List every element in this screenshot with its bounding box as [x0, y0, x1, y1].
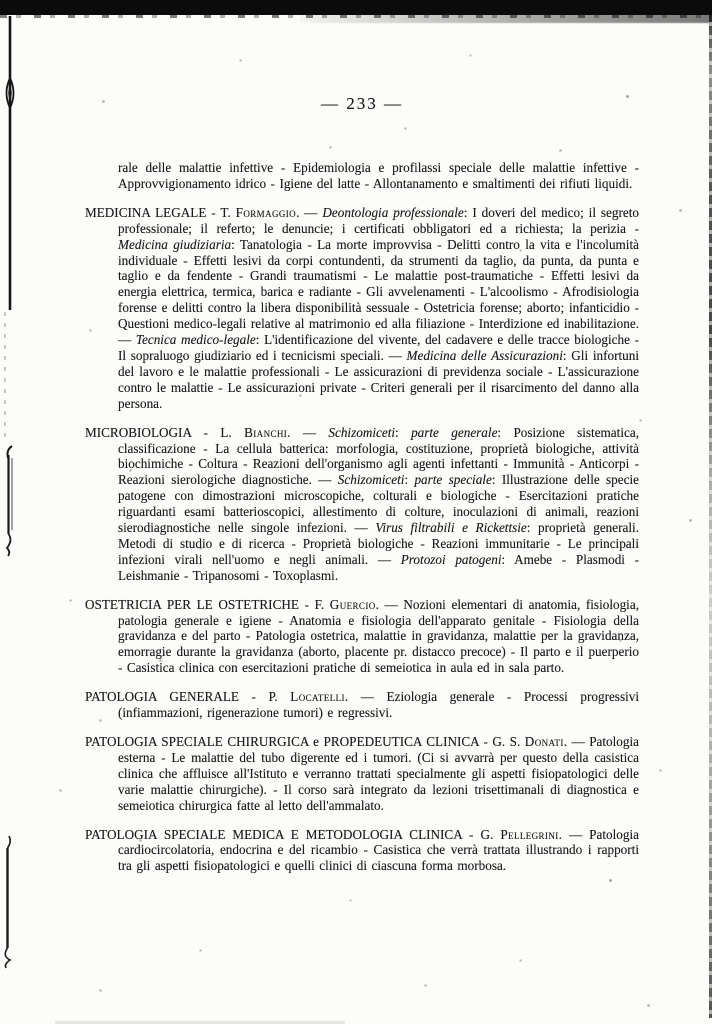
italic-topic-text: Medicina giudiziaria	[118, 236, 232, 252]
course-entry-paragraph	[85, 205, 639, 412]
body-text: :	[404, 472, 415, 488]
body-text: MICROBIOLOGIA - L.	[85, 424, 245, 440]
body-text: rale delle malattie infettive - Epidemiologia e profilassi speciale delle malattie infettive - Approvvigionamento idrico - Igiene del latte - Allontanamento e smaltimenti dei rifiuti liquidi.	[118, 160, 639, 191]
body-text: . —	[287, 424, 329, 440]
course-entry-paragraph	[85, 827, 639, 875]
body-text: . — Patologia esterna - Le malattie del tubo digerente ed i tumori. (Ci si avvarrà per questo della casistica clinica che affluisce all'Istituto e verranno trattati specialmente gli aspetti fisiopatologici delle varie malattie chirurgiche). - Il corso sarà integrato da lezioni trisettimanali di diagnostica e semeiotica chirurgica fatte al letto dell'ammalato.	[118, 734, 640, 813]
page-number: — 233 —	[321, 94, 403, 113]
italic-topic-text: Virus filtrabili e Rickettsie	[375, 520, 527, 536]
professor-name: Locatelli	[290, 689, 345, 705]
page-content	[85, 94, 639, 887]
professor-name: Pellegrini	[500, 826, 559, 842]
italic-topic-text: Schizomiceti	[328, 424, 396, 440]
italic-topic-text: Medicina delle Assicurazioni	[406, 347, 563, 363]
body-text: : Tanatologia - La morte improvvisa - Delitti contro la vita e l'incolumità individuale - Effetti lesivi da corpi contundenti, da strumenti da taglio, da punta, da punta e taglio e da fendente - Grandi traumatismi - Le malattie post-traumatiche - Effetti lesivi da energia elettrica, termica, barica e radiante - Gli avvelenamenti - L'alcoolismo - Afrodisiologia forense e delitti contro la libera disponibilità sessuale - Ostetricia forense; aborto; infanticidio - Questioni medico-legali relative al matrimonio ed alla filiazione - Interdizione ed inabilitazione. —	[118, 236, 639, 348]
professor-name: Formaggio	[235, 204, 297, 220]
course-entry-paragraph	[85, 689, 639, 721]
italic-topic-text: parte generale	[411, 424, 498, 440]
italic-topic-text: Schizomiceti	[337, 472, 405, 488]
italic-topic-text: Deontologia professionale	[322, 204, 464, 220]
course-entry-paragraph	[85, 734, 639, 814]
scan-noise-speckles	[0, 0, 1, 1]
professor-name: Donati	[524, 734, 564, 749]
professor-name: Guercio	[329, 596, 376, 612]
body-text: : proprietà generali. Metodi di studio e di ricerca - Proprietà biologiche - Reazioni immunitarie - Le principali infezioni virali nell'uomo e negli animali. —	[118, 520, 639, 567]
course-entry-paragraph	[85, 425, 639, 584]
professor-name: Bianchi	[244, 424, 288, 440]
body-text: PATOLOGIA SPECIALE MEDICA E METODOLOGIA CLINICA - G.	[85, 826, 501, 842]
body-text: : Amebe - Plasmodi - Leishmanie - Tripanosomi - Toxoplasmi.	[118, 551, 639, 583]
body-text: PATOLOGIA GENERALE - P.	[85, 689, 291, 705]
course-paragraphs	[85, 160, 639, 874]
body-text: : Gli infortuni del lavoro e le malattie professionali - Le assicurazioni di previdenza sociale - L'assicurazione contro le malattie - Le assicurazioni private - Criteri generali per il risarcimento del danno alla persona.	[118, 347, 639, 411]
body-text: . — Patologia cardiocircolatoria, endocrina e del ricambio - Casistica che verrà trattata illustrando i rapporti tra gli aspetti fisiopatologici e quelli clinici di ciascuna forma morbosa.	[118, 826, 639, 874]
scan-edge-top-shadow	[300, 14, 712, 23]
continuation-paragraph	[85, 160, 639, 192]
body-text: : Posizione sistematica, classificazione - La cellula batterica: morfologia, costituzione, proprietà biologiche, attività biochimiche - Coltura - Reazioni dell'organismo agli agenti infettanti - Immunità - Anticorpi - Reazioni sierologiche diagnostiche. —	[118, 424, 639, 488]
body-text: MEDICINA LEGALE - T.	[85, 204, 236, 220]
body-text: . —	[296, 204, 323, 220]
scan-edge-top	[0, 0, 712, 15]
body-text: : L'identificazione del vivente, del cadavere e delle tracce biologiche - Il sopraluogo giudiziario ed i tecnicismi speciali. —	[118, 332, 639, 363]
italic-topic-text: Protozoi patogeni	[400, 551, 502, 567]
body-text: OSTETRICIA PER LE OSTETRICHE - F.	[85, 596, 330, 612]
body-text: : Illustrazione delle specie patogene con dimostrazioni microscopiche, colturali e biologiche - Esercitazioni pratiche riguardanti esami batterioscopici, allestimento di colture, inoculazioni di animali, reazioni sierodiagnostiche nelle singole infezioni. —	[118, 472, 639, 536]
italic-topic-text: Tecnica medico-legale	[135, 332, 256, 348]
body-text: . — Nozioni elementari di anatomia, fisiologia, patologia generale e igiene - Anatomia e fisiologia dell'apparato genitale - Fisiologia della gravidanza e del parto - Patologia ostetrica, malattie in gravidanza, malattie per la gravidanza, emorragie durante la gravidanza (aborto, placente pr. distacco precoce) - Il parto e il puerperio - Casistica clinica con esercitazioni pratiche di semeiotica in aula ed in sala parto.	[118, 596, 639, 676]
italic-topic-text: parte speciale	[414, 472, 492, 488]
binding-spine-marks	[0, 0, 24, 1024]
course-entry-paragraph	[85, 597, 639, 677]
body-text: . — Eziologia generale - Processi progressivi (infiammazioni, rigenerazione tumori) e regressivi.	[118, 689, 639, 721]
body-text: :	[395, 424, 412, 440]
body-text: PATOLOGIA SPECIALE CHIRURGICA e PROPEDEUTICA CLINICA - G. S.	[85, 734, 525, 749]
body-text: : I doveri del medico; il segreto professionale; il referto; le denuncie; i certificati obbligatori ed a richiesta; la perizia -	[118, 204, 639, 236]
